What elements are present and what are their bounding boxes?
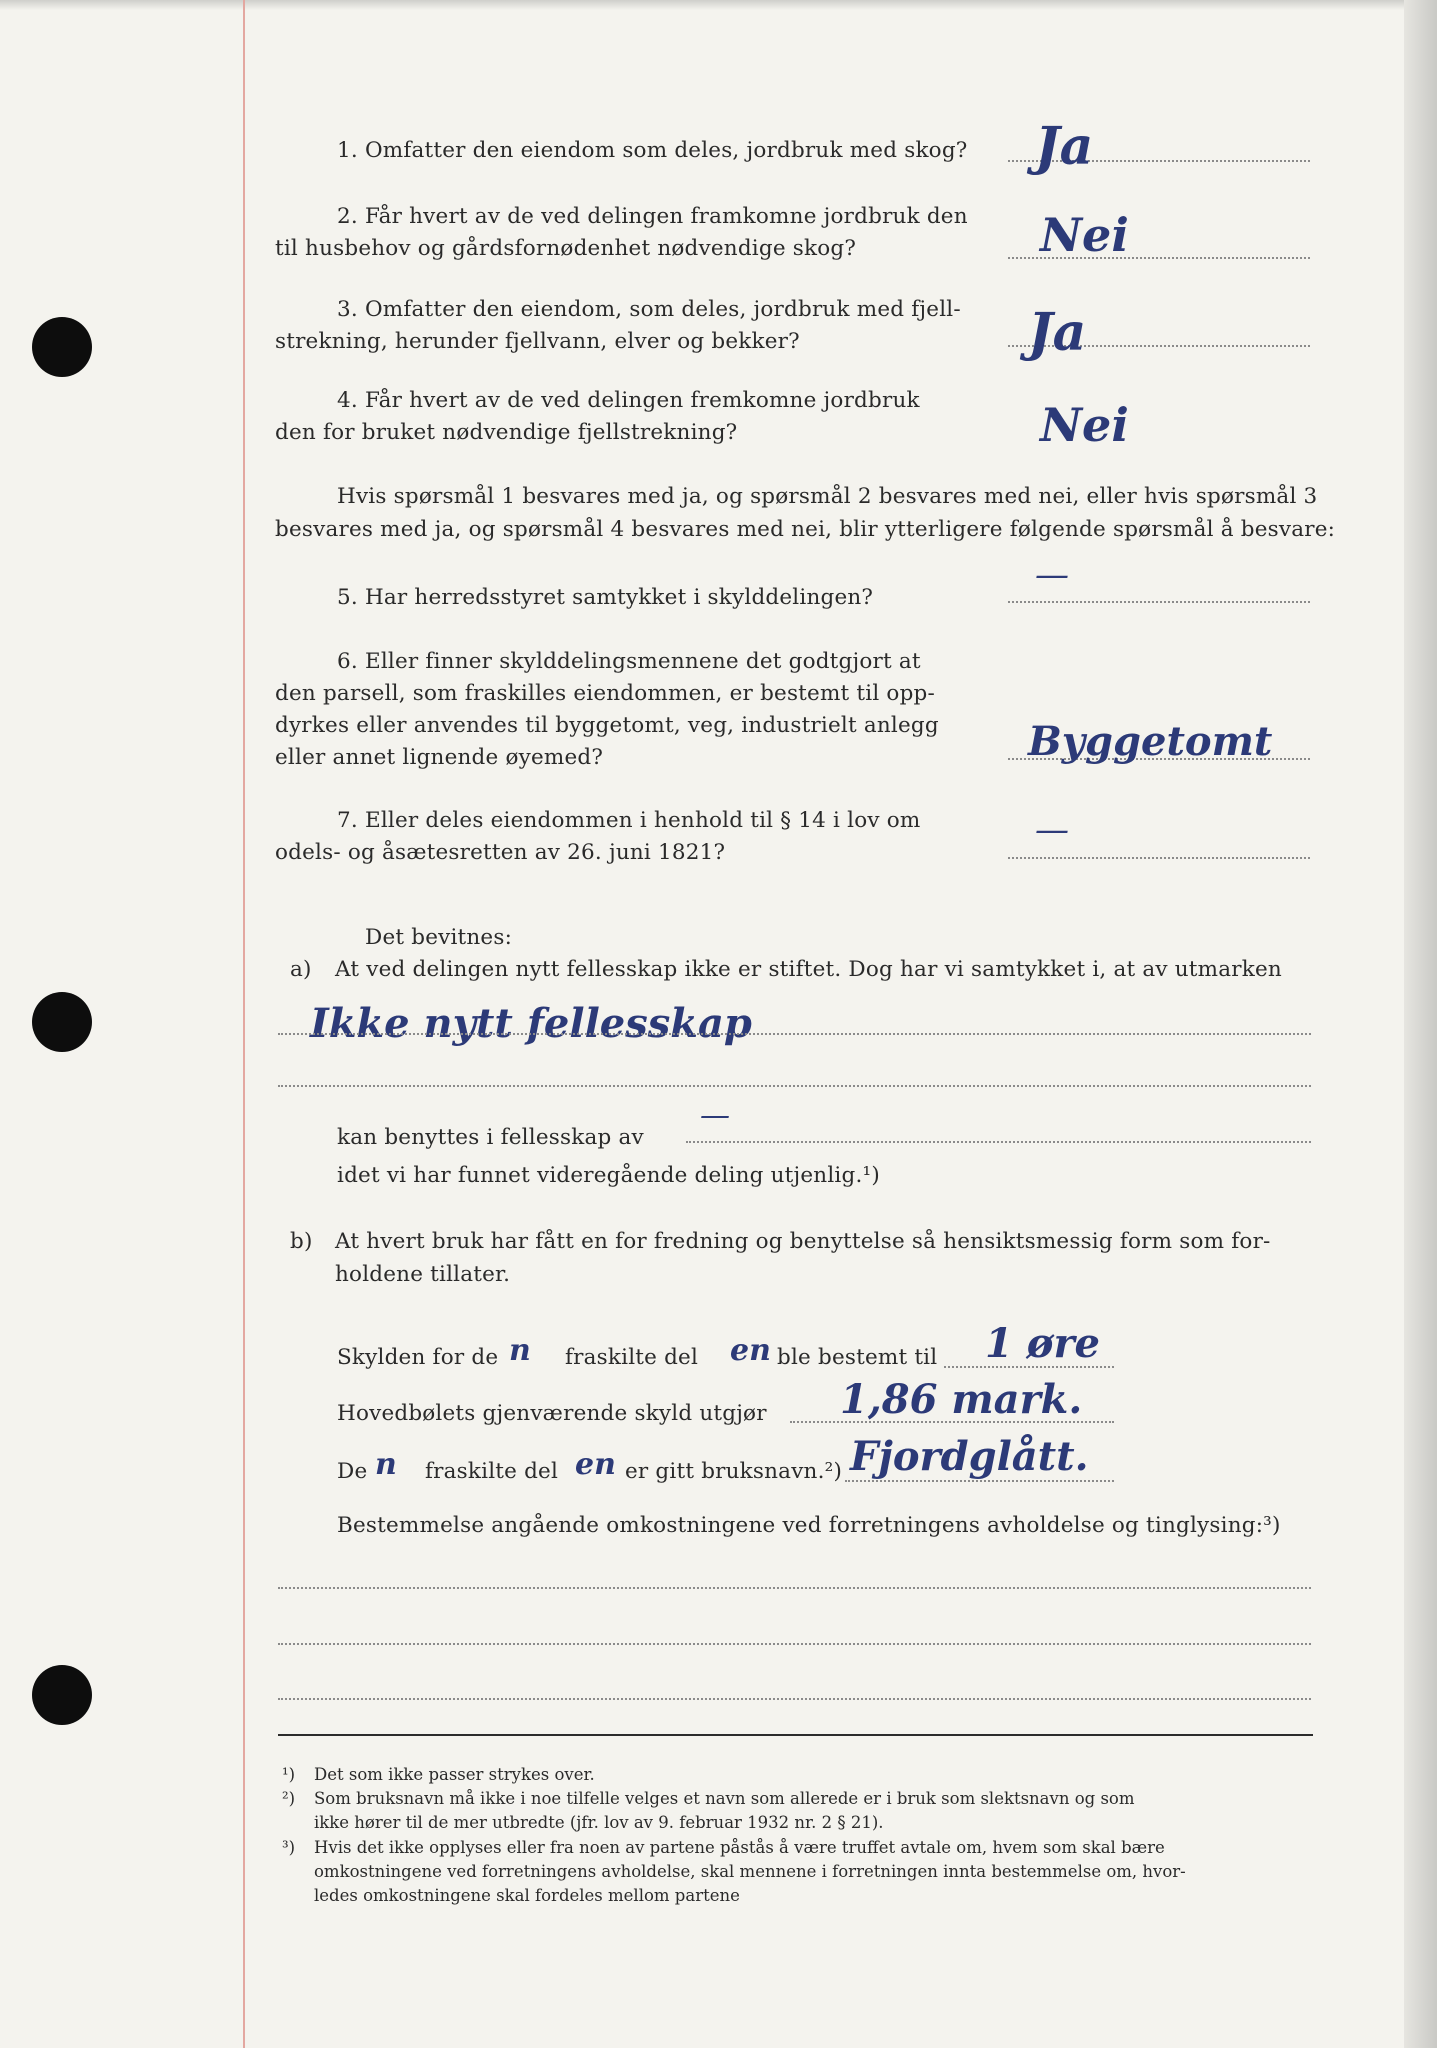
utmark-line-1 (278, 1033, 1311, 1035)
question-3-text-line1: 3. Omfatter den eiendom, som deles, jordbruk med fjell- (337, 297, 961, 322)
shared-use-handwritten: — (700, 1098, 730, 1133)
question-2-text-line2: til husbehov og gårdsfornødenhet nødvendige skog? (275, 236, 857, 261)
conditional-intro-line2: besvares med ja, og spørsmål 4 besvares med nei, blir ytterligere følgende spørsmål å besvare: (275, 517, 1336, 542)
further-division-line: idet vi har funnet videregående deling utjenlig.¹) (337, 1163, 880, 1188)
bruksnavn-label-1: De (337, 1459, 368, 1484)
question-3-text-line2: strekning, herunder fjellvann, elver og bekker? (275, 329, 800, 354)
attest-a-label: a) (290, 957, 312, 982)
answer-2-handwritten: Nei (1040, 208, 1129, 262)
footnote-3-line1: Hvis det ikke opplyses eller fra noen av partene påstås å være truffet avtale om, hvem som skal bære (314, 1838, 1165, 1857)
hovedbol-label: Hovedbølets gjenværende skyld utgjør (337, 1401, 767, 1426)
footnote-2-line1: Som bruksnavn må ikke i noe tilfelle velges et navn som allerede er i bruk som slektsnavn og som (314, 1789, 1135, 1808)
attest-heading: Det bevitnes: (365, 925, 513, 950)
omkostning-label: Bestemmelse angående omkostningene ved forretningens avholdelse og tinglysing:³) (337, 1513, 1281, 1538)
question-2-text-line1: 2. Får hvert av de ved delingen framkomne jordbruk den (337, 204, 968, 229)
skyld-hw-2: en (730, 1333, 771, 1368)
attest-b-label: b) (290, 1229, 313, 1254)
bruksnavn-label-3: er gitt bruksnavn.²) (625, 1459, 843, 1484)
footnote-3-line3: ledes omkostningene skal fordeles mellom partene (314, 1886, 740, 1905)
answer-3-handwritten: Ja (1028, 302, 1087, 363)
bruksnavn-line (845, 1480, 1114, 1482)
punch-hole-bottom (32, 1665, 92, 1725)
footnote-separator (278, 1734, 1313, 1736)
question-5-text: 5. Har herredsstyret samtykket i skylddelingen? (337, 585, 874, 610)
bruksnavn-label-2: fraskilte del (425, 1459, 559, 1484)
question-6-text-line4: eller annet lignende øyemed? (275, 745, 604, 770)
red-margin-line (243, 0, 245, 2048)
footnote-1-text: Det som ikke passer strykes over. (314, 1765, 595, 1784)
footnote-2-line2: ikke hører til de mer utbredte (jfr. lov av 9. februar 1932 nr. 2 § 21). (314, 1813, 884, 1832)
attest-a-handwritten: Ikke nytt fellesskap (310, 1000, 752, 1047)
omkostning-line-3 (278, 1698, 1311, 1700)
scan-right-edge (1404, 0, 1437, 2048)
question-4-text-line1: 4. Får hvert av de ved delingen fremkomne jordbruk (337, 388, 920, 413)
answer-line-7 (1008, 857, 1310, 859)
shared-use-label: kan benyttes i fellesskap av (337, 1125, 644, 1150)
bruksnavn-hw-1: n (375, 1447, 397, 1482)
attest-b-line2: holdene tillater. (335, 1262, 511, 1287)
scan-top-edge (0, 0, 1412, 10)
skyld-label-3: ble bestemt til (777, 1345, 938, 1370)
question-7-text-line1: 7. Eller deles eiendommen i henhold til § 14 i lov om (337, 808, 921, 833)
shared-use-line (686, 1141, 1311, 1143)
skyld-label-1: Skylden for de (337, 1345, 499, 1370)
bruksnavn-value-handwritten: Fjordglått. (850, 1433, 1089, 1480)
question-6-text-line2: den parsell, som fraskilles eiendommen, er bestemt til opp- (275, 681, 935, 706)
answer-5-handwritten: — (1035, 555, 1069, 595)
question-1-text: 1. Omfatter den eiendom som deles, jordbruk med skog? (337, 138, 968, 163)
punch-hole-top (32, 317, 92, 377)
utmark-line-2 (278, 1085, 1311, 1087)
punch-hole-middle (32, 992, 92, 1052)
attest-a-text: At ved delingen nytt fellesskap ikke er stiftet. Dog har vi samtykket i, at av utmarken (335, 957, 1282, 982)
footnote-1-mark: ¹) (282, 1765, 296, 1784)
answer-4-handwritten: Nei (1040, 398, 1129, 452)
answer-7-handwritten: — (1035, 810, 1069, 850)
skyld-hw-1: n (509, 1333, 531, 1368)
answer-6-handwritten: Byggetomt (1028, 718, 1273, 765)
footnote-3-line2: omkostningene ved forretningens avholdelse, skal mennene i forretningen innta bestemmelse om, hvor- (314, 1862, 1186, 1881)
answer-1-handwritten: Ja (1035, 116, 1094, 177)
footnote-3-mark: ³) (282, 1838, 296, 1857)
omkostning-line-1 (278, 1587, 1311, 1589)
bruksnavn-hw-2: en (575, 1447, 616, 1482)
skyld-label-2: fraskilte del (565, 1345, 699, 1370)
attest-b-line1: At hvert bruk har fått en for fredning og benyttelse så hensiktsmessig form som for- (335, 1229, 1271, 1254)
answer-line-5 (1008, 601, 1310, 603)
question-7-text-line2: odels- og åsætesretten av 26. juni 1821? (275, 840, 726, 865)
question-4-text-line2: den for bruket nødvendige fjellstrekning? (275, 420, 738, 445)
conditional-intro-line1: Hvis spørsmål 1 besvares med ja, og spørsmål 2 besvares med nei, eller hvis spørsmål 3 (337, 484, 1318, 509)
hovedbol-value-handwritten: 1,86 mark. (840, 1376, 1083, 1423)
question-6-text-line1: 6. Eller finner skylddelingsmennene det godtgjort at (337, 649, 921, 674)
question-6-text-line3: dyrkes eller anvendes til byggetomt, veg, industrielt anlegg (275, 713, 939, 738)
omkostning-line-2 (278, 1643, 1311, 1645)
skyld-value-handwritten: 1 øre (985, 1320, 1100, 1367)
footnote-2-mark: ²) (282, 1789, 296, 1808)
